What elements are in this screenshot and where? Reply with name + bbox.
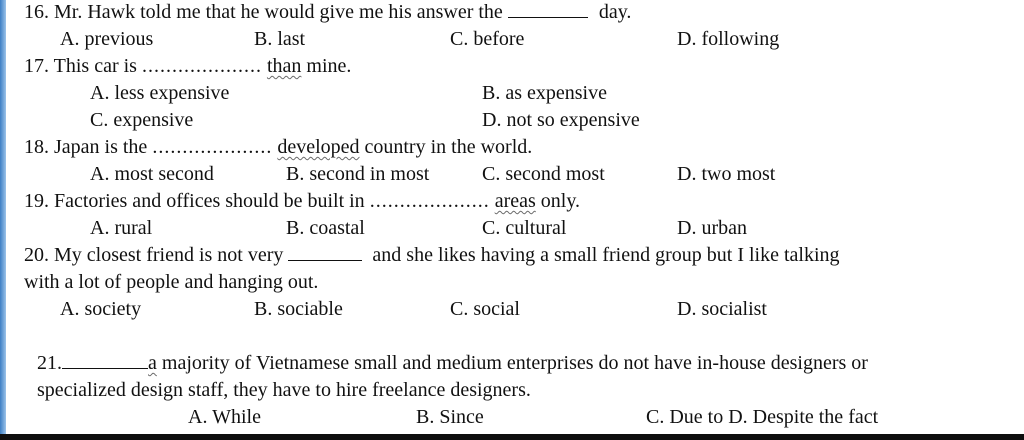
option-c: C. cultural bbox=[482, 217, 567, 239]
answer-dots: .................... bbox=[152, 136, 273, 158]
question-text-end: day. bbox=[598, 1, 632, 23]
option-b: B. coastal bbox=[286, 217, 365, 239]
option-d: D. following bbox=[677, 28, 780, 50]
question-text: majority of Vietnamese small and medium enterprises do not have in-house designers or bbox=[161, 352, 868, 374]
answer-blank bbox=[288, 244, 362, 261]
option-d: D. socialist bbox=[677, 298, 767, 320]
question-21-line-2: specialized design staff, they have to hire freelance designers. bbox=[37, 379, 531, 401]
question-text: Factories and offices should be built in bbox=[54, 190, 365, 212]
question-number: 16. bbox=[24, 1, 49, 23]
window-edge bbox=[0, 0, 6, 440]
question-number: 19. bbox=[24, 190, 49, 212]
question-text: Mr. Hawk told me that he would give me his answer the bbox=[54, 1, 503, 23]
bottom-border bbox=[0, 434, 1024, 440]
question-word-marked: a bbox=[148, 352, 157, 374]
question-text: Japan is the bbox=[54, 136, 148, 158]
option-d: D. urban bbox=[677, 217, 747, 239]
option-d: D. not so expensive bbox=[482, 109, 640, 131]
option-a: A. most second bbox=[90, 163, 214, 185]
question-text-end: and she likes having a small friend group but I like talking bbox=[372, 244, 840, 266]
option-c: C. expensive bbox=[90, 109, 194, 131]
question-word-marked: than bbox=[266, 55, 302, 77]
option-c: C. social bbox=[450, 298, 520, 320]
option-a: A. rural bbox=[90, 217, 153, 239]
option-b: B. second in most bbox=[286, 163, 430, 185]
question-text-end: mine. bbox=[306, 55, 352, 77]
question-text-end: country in the world. bbox=[364, 136, 533, 158]
option-a: A. less expensive bbox=[90, 82, 230, 104]
question-17 bbox=[24, 55, 351, 77]
question-20 bbox=[24, 244, 840, 266]
option-a: A. society bbox=[60, 298, 142, 320]
option-d: D. two most bbox=[677, 163, 776, 185]
question-19 bbox=[24, 190, 580, 212]
question-text: This car is bbox=[53, 55, 137, 77]
answer-dots: .................... bbox=[141, 55, 262, 77]
option-c: C. before bbox=[450, 28, 525, 50]
answer-dots: .................... bbox=[369, 190, 490, 212]
question-text-end: only. bbox=[540, 190, 581, 212]
question-text: My closest friend is not very bbox=[54, 244, 284, 266]
question-20-line-2: with a lot of people and hanging out. bbox=[24, 271, 319, 293]
answer-blank bbox=[508, 1, 588, 18]
option-b: B. last bbox=[254, 28, 306, 50]
option-b: B. sociable bbox=[254, 298, 343, 320]
option-a: A. While bbox=[188, 406, 261, 428]
option-b: B. Since bbox=[416, 406, 484, 428]
question-word-marked: developed bbox=[277, 136, 360, 158]
question-word-marked: areas bbox=[494, 190, 536, 212]
question-number: 18. bbox=[24, 136, 49, 158]
option-a: A. previous bbox=[60, 28, 154, 50]
question-16 bbox=[24, 1, 631, 23]
question-number: 20. bbox=[24, 244, 49, 266]
answer-blank bbox=[62, 352, 148, 369]
question-18 bbox=[24, 136, 532, 158]
option-b: B. as expensive bbox=[482, 82, 607, 104]
question-21 bbox=[37, 352, 868, 374]
question-number: 17. bbox=[24, 55, 49, 77]
option-c-d: C. Due to D. Despite the fact bbox=[646, 406, 879, 428]
question-number: 21. bbox=[37, 352, 62, 374]
option-c: C. second most bbox=[482, 163, 605, 185]
